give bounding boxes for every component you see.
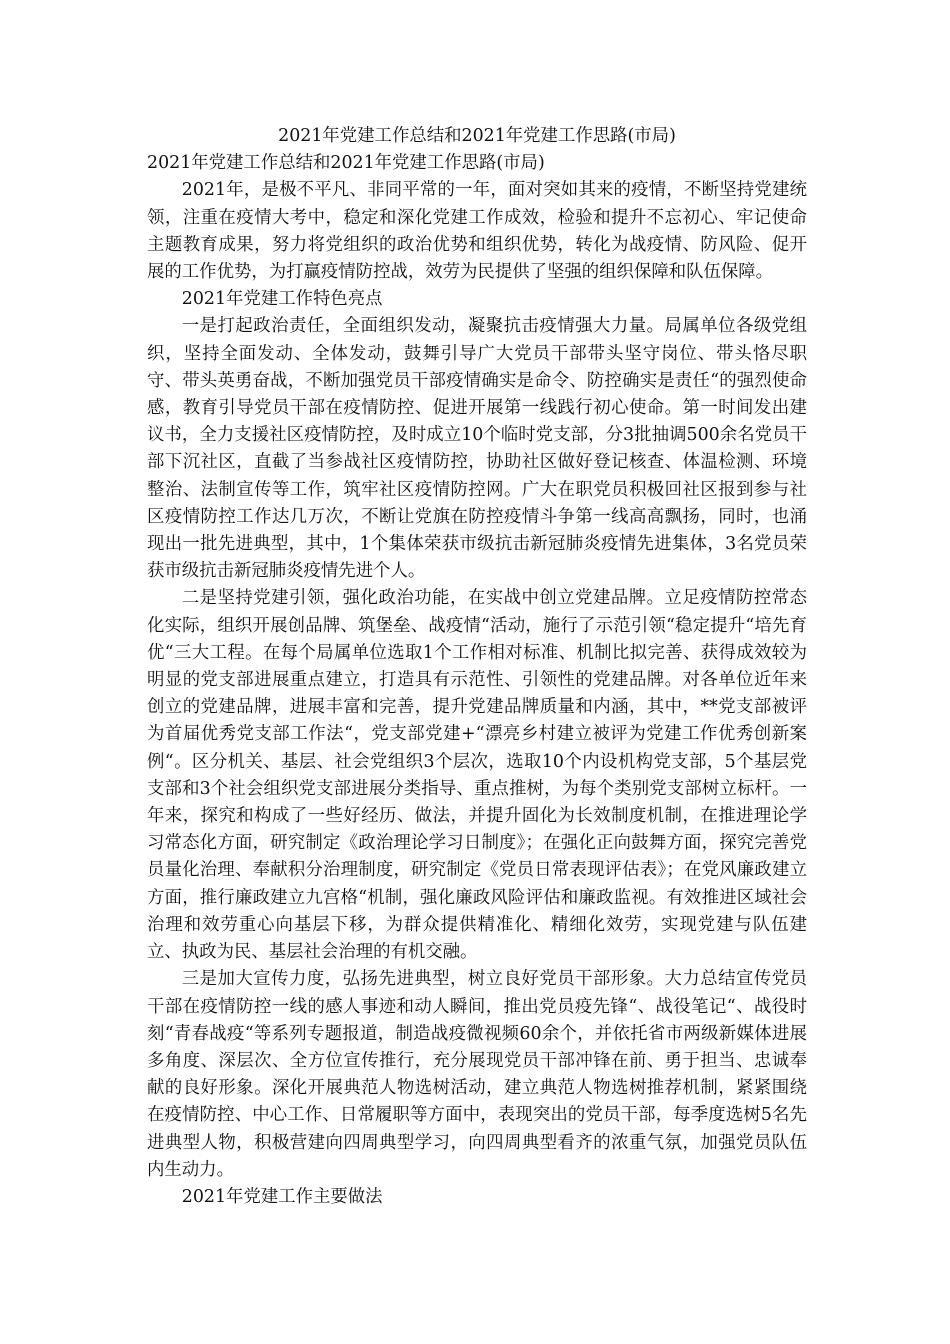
- document-body: [147, 123, 807, 1211]
- document-subtitle: 2021年党建工作总结和2021年党建工作思路(市局): [147, 153, 545, 174]
- paragraph-party-brand: 二是坚持党建引领，强化政治功能，在实战中创立党建品牌。立足疫情防控常态化实际，组织开展创品牌、筑堡垒、战疫情“活动，施行了示范引领“稳定提升“培先育优“三大工程。在每个局属单位选取1个工作相对标准、机制比拟完善、获得成效较为明显的党支部进展重点建立，打造具有示范性、引领性的党建品牌。对各单位近年来创立的党建品牌，进展丰富和完善，提升党建品牌质量和内涵，其中，**党支部被评为首届优秀党支部工作法“，党支部党建+“漂亮乡村建立被评为党建工作优秀创新案例“。区分机关、基层、社会党组织3个层次，选取10个内设机构党支部，5个基层党支部和3个社会组织党支部进展分类指导、重点推树，为每个类别党支部树立标杆。一年来，探究和构成了一些好经历、做法，并提升固化为长效制度机制，在推进理论学习常态化方面，研究制定《政治理论学习日制度》；在强化正向鼓舞方面，探究完善党员量化治理、奉献积分治理制度，研究制定《党员日常表现评估表》；在党风廉政建立方面，推行廉政建立九宫格“机制，强化廉政风险评估和廉政监视。有效推进区域社会治理和效劳重心向基层下移，为群众提供精准化、精细化效劳，实现党建与队伍建立、执政为民、基层社会治理的有机交融。: [147, 588, 807, 963]
- section-heading-highlights: 2021年党建工作特色亮点: [181, 289, 383, 310]
- document-title: 2021年党建工作总结和2021年党建工作思路(市局): [278, 126, 676, 146]
- paragraph-publicity: 三是加大宣传力度，弘扬先进典型，树立良好党员干部形象。大力总结宣传党员干部在疫情防控一线的感人事迹和动人瞬间，推出党员疫先锋“、战役笔记“、战役时刻“青春战疫“等系列专题报道，制造战疫微视频60余个，并依托省市两级新媒体进展多角度、深层次、全方位宣传推行，充分展现党员干部冲锋在前、勇于担当、忠诚奉献的良好形象。深化开展典范人物选树活动，建立典范人物选树推荐机制，紧紧围绕在疫情防控、中心工作、日常履职等方面中，表现突出的党员干部，每季度选树5名先进典型人物，积极营建向四周典型学习，向四周典型看齐的浓重气氛，加强党员队伍内生动力。: [147, 969, 807, 1180]
- section-heading-main-practices: 2021年党建工作主要做法: [181, 1186, 383, 1207]
- intro-paragraph: 2021年，是极不平凡、非同平常的一年，面对突如其来的疫情，不断坚持党建统领，注重在疫情大考中，稳定和深化党建工作成效，检验和提升不忘初心、牢记使命主题教育成果，努力将党组织的政治优势和组织优势，转化为战疫情、防风险、促开展的工作优势，为打赢疫情防控战，效劳为民提供了坚强的组织保障和队伍保障。: [147, 180, 807, 283]
- paragraph-political-responsibility: 一是打起政治责任，全面组织发动，凝聚抗击疫情强大力量。局属单位各级党组织，坚持全面发动、全体发动，鼓舞引导广大党员干部带头坚守岗位、带头恪尽职守、带头英勇奋战，不断加强党员干部疫情确实是命令、防控确实是责任“的强烈使命感，教育引导党员干部在疫情防控、促进开展第一线践行初心使命。第一时间发出建议书，全力支援社区疫情防控，及时成立10个临时党支部，分3批抽调500余名党员干部下沉社区，直截了当参战社区疫情防控，协助社区做好登记核查、体温检测、环境整治、法制宣传等工作，筑牢社区疫情防控网。广大在职党员积极回社区报到参与社区疫情防控工作达几万次，不断让党旗在防控疫情斗争第一线高高飘扬，同时，也涌现出一批先进典型，其中，1个集体荣获市级抗击新冠肺炎疫情先进集体，3名党员荣获市级抗击新冠肺炎疫情先进个人。: [147, 316, 807, 582]
